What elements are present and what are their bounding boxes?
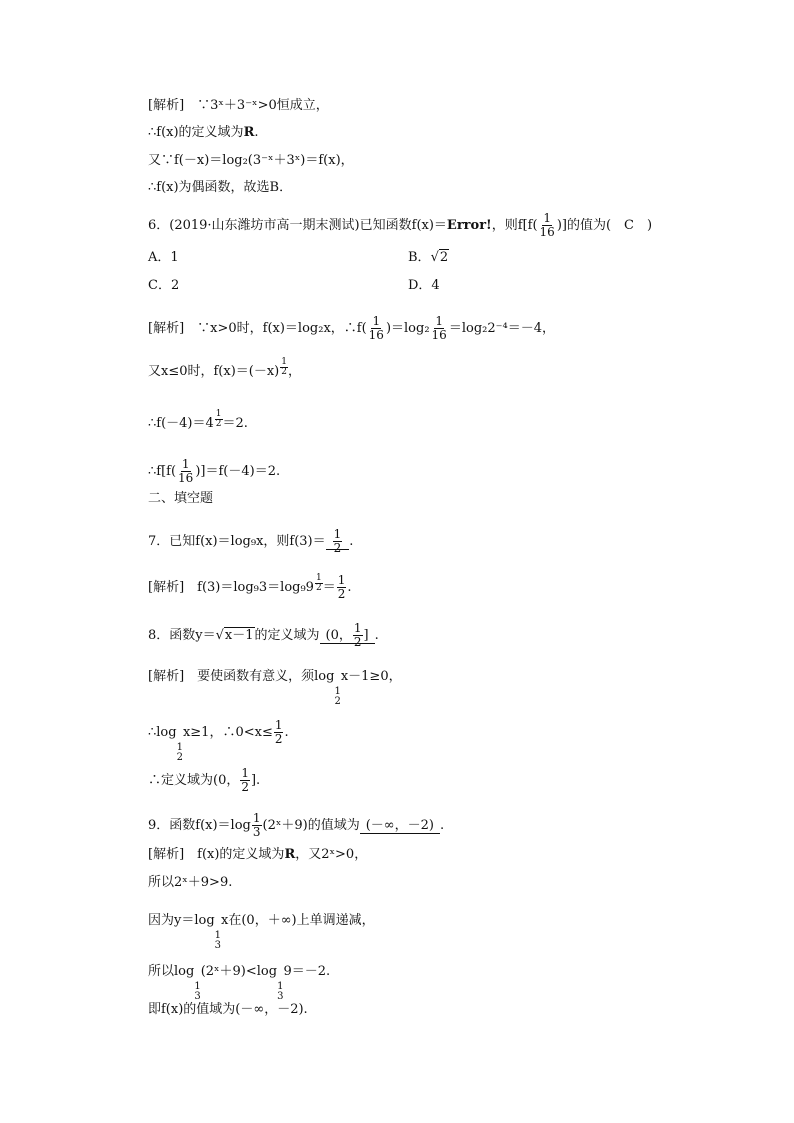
solution-line: ∴log 1 2 x≥1，∴0<x≤ $\frac{1}{2}$ . <box>148 718 289 763</box>
text: . <box>254 125 259 140</box>
log-base: 1 3 <box>194 981 201 1002</box>
question-9: 9．函数f(x)＝log $\frac{1}{3}$ (2ˣ＋9)的值域为 (－∞，－2) . <box>148 811 445 839</box>
exponent-fraction: $\frac{1}{2}$ <box>315 573 322 593</box>
question-6 <box>148 212 652 239</box>
fraction: $\frac{1}{3}$ <box>252 811 261 839</box>
solution-line: [解析] 要使函数有意义，须log 1 2 x－1≥0， <box>148 669 402 707</box>
fraction: $\frac{1}{16}$ <box>178 457 194 485</box>
text: )]的值为( C ) <box>556 218 653 233</box>
section-title: 二、填空题 <box>148 491 214 506</box>
fraction: $\frac{1}{16}$ <box>431 314 447 342</box>
fraction: $\frac{1}{16}$ <box>368 314 384 342</box>
exponent-fraction: $\frac{1}{2}$ <box>215 409 222 429</box>
solution-line: [解析] ∵3ˣ＋3⁻ˣ>0恒成立， <box>148 98 329 113</box>
solution-line: ∴f(x)为偶函数，故选B． <box>148 180 293 195</box>
fraction: $\frac{1}{2}$ <box>337 573 346 601</box>
error-text: Error! <box>446 218 492 233</box>
fraction: $\frac{1}{2}$ <box>274 718 283 746</box>
solution-line: ∴f[f( $\frac{1}{16}$ )]＝f(－4)＝2. <box>148 457 281 485</box>
log-base: 1 2 <box>176 742 183 763</box>
solution-line: 又∵f(－x)＝log₂(3⁻ˣ＋3ˣ)＝f(x)， <box>148 153 354 168</box>
solution-line: 即f(x)的值域为(－∞，－2). <box>148 1002 308 1017</box>
solution-line: 又x≤0时，f(x)＝(－x) $\frac{1}{2}$ ， <box>148 357 302 379</box>
solution-line <box>148 125 259 141</box>
solution-line: [解析] f(3)＝log₉3＝log₉9 $\frac{1}{2}$ ＝ $\frac{1}{2}$ . <box>148 573 352 601</box>
fraction: $\frac{1}{2}$ <box>353 621 362 649</box>
solution-line: 所以log 1 3 (2ˣ＋9)<log 1 3 9＝－2. <box>148 964 331 1002</box>
option-c: C．2 <box>148 278 180 293</box>
solution-line: [解析] ∵x>0时，f(x)＝log₂x，∴f( $\frac{1}{16}$ )＝log₂ $\frac{1}{16}$ ＝log₂2⁻⁴＝－4， <box>148 314 555 342</box>
option-a: A．1 <box>148 250 179 265</box>
sqrt: √2 <box>430 250 449 265</box>
log-base: 1 3 <box>214 930 222 951</box>
option-b: B．√2 <box>408 250 449 265</box>
text: ，则f[f( <box>491 218 538 233</box>
sqrt: √x－1 <box>215 628 254 643</box>
question-8: 8．函数y＝√x－1的定义域为 (0， $\frac{1}{2}$ ] . <box>148 621 379 649</box>
fraction: $\frac{1}{2}$ <box>241 766 249 794</box>
text: 6．(2019·山东潍坊市高一期末测试)已知函数f(x)＝ <box>148 218 447 233</box>
answer-blank: (－∞，－2) <box>360 818 440 834</box>
fraction: $\frac{1}{16}$ <box>539 211 555 239</box>
solution-line: 因为y＝log 1 3 x在(0，＋∞)上单调递减， <box>148 913 375 951</box>
solution-line: [解析] f(x)的定义域为R，又2ˣ>0， <box>148 847 368 862</box>
fraction: $\frac{1}{2}$ <box>333 527 342 555</box>
exponent-fraction: $\frac{1}{2}$ <box>281 357 287 377</box>
answer-blank: (0， $\frac{1}{2}$ ] <box>320 628 375 644</box>
log-base: 1 3 <box>277 981 284 1002</box>
answer-blank <box>326 527 350 555</box>
solution-line: ∴定义域为(0， $\frac{1}{2}$ ]. <box>148 766 261 794</box>
log-base: 1 2 <box>334 686 341 707</box>
question-7: 7．已知f(x)＝log₉x，则f(3)＝ $\frac{1}{2}$ . <box>148 527 354 555</box>
text: R <box>243 125 255 140</box>
solution-line: ∴f(－4)＝4 $\frac{1}{2}$ ＝2. <box>148 409 248 431</box>
text: ∴f(x)的定义域为 <box>148 125 244 140</box>
solution-line: 所以2ˣ＋9>9. <box>148 875 233 890</box>
option-d: D．4 <box>408 278 440 293</box>
